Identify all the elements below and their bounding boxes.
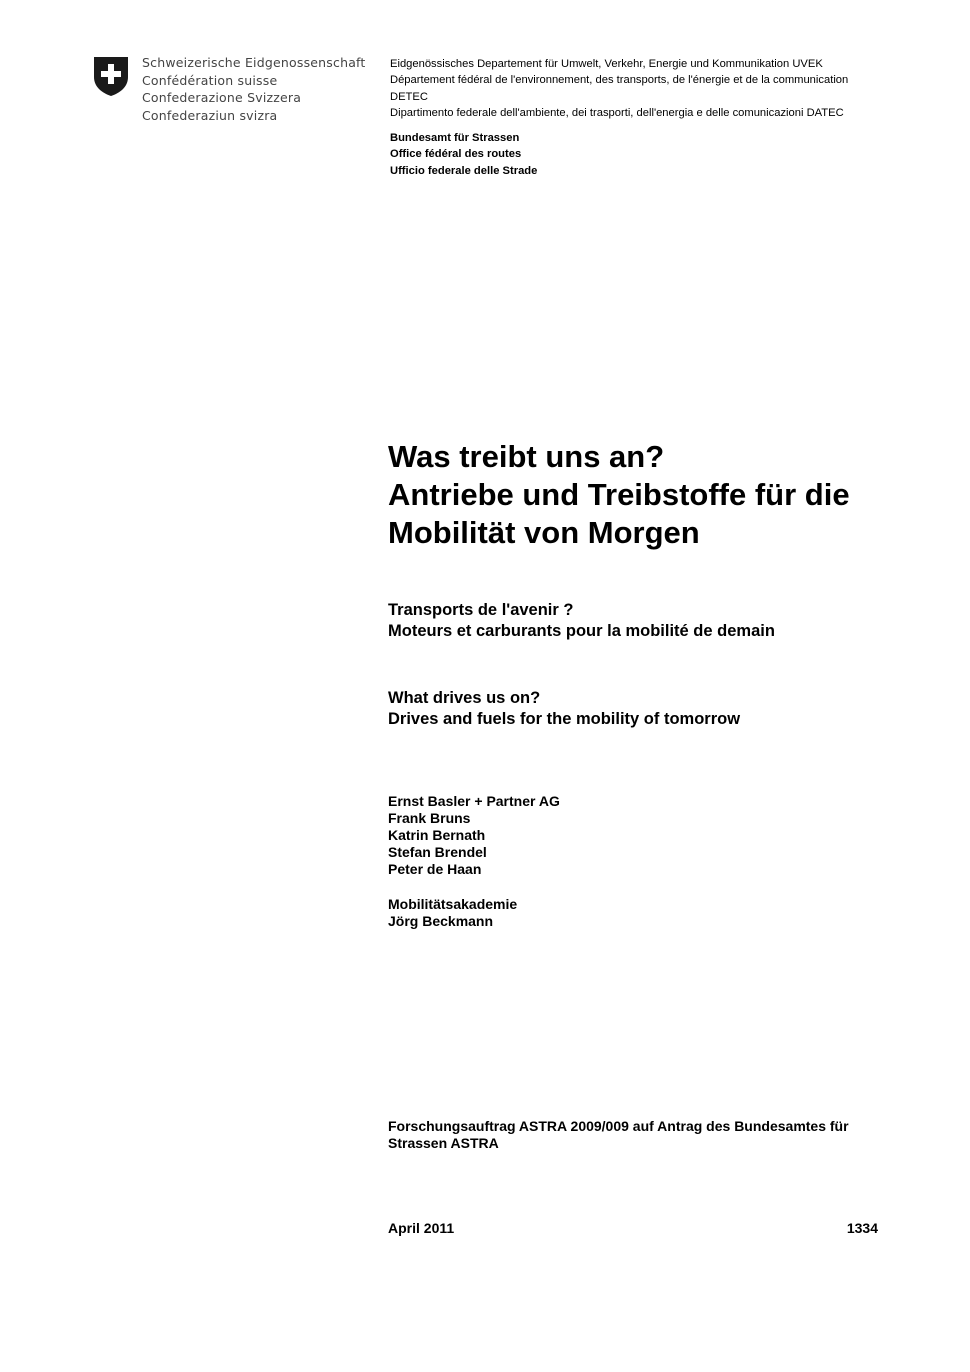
subtitle-line: Transports de l'avenir ? xyxy=(388,601,574,619)
title-line: Antriebe und Treibstoffe für die xyxy=(388,477,850,512)
confederation-name-fr: Confédération suisse xyxy=(142,72,278,88)
office-line-de: Bundesamt für Strassen xyxy=(390,132,520,144)
author-name: Stefan Brendel xyxy=(388,844,487,860)
publication-date: April 2011 xyxy=(388,1220,455,1236)
confederation-name-rm: Confederaziun svizra xyxy=(142,107,278,123)
confederation-names xyxy=(142,54,366,124)
author-organization: Mobilitätsakademie xyxy=(388,896,518,912)
author-name: Frank Bruns xyxy=(388,810,471,826)
department-line-fr-abbr: DETEC xyxy=(390,90,428,103)
research-mandate: Forschungsauftrag ASTRA 2009/009 auf Antrag des Bundesamtes für Strassen ASTRA xyxy=(388,1118,849,1151)
department-line-it: Dipartimento federale dell'ambiente, dei trasporti, dell'energia e delle comunicazioni DATEC xyxy=(390,106,844,119)
office-line-fr: Office fédéral des routes xyxy=(390,148,522,161)
title-line: Mobilität von Morgen xyxy=(388,515,700,550)
swiss-shield-icon xyxy=(92,55,130,97)
department-block xyxy=(390,56,910,121)
authors-mobilitaetsakademie xyxy=(388,896,517,930)
author-name: Jörg Beckmann xyxy=(388,913,494,929)
author-name: Katrin Bernath xyxy=(388,827,486,843)
department-line-fr: Département fédéral de l'environnement, des transports, de l'énergie et de la communication xyxy=(390,74,849,87)
department-line-de: Eidgenössisches Departement für Umwelt, Verkehr, Energie und Kommunikation UVEK xyxy=(390,58,823,70)
subtitle-english xyxy=(388,688,740,729)
document-title xyxy=(388,438,850,552)
office-line-it: Ufficio federale delle Strade xyxy=(390,164,538,177)
report-number: 1334 xyxy=(846,1220,878,1236)
author-organization: Ernst Basler + Partner AG xyxy=(388,793,560,809)
subtitle-line: Drives and fuels for the mobility of tomorrow xyxy=(388,709,741,728)
author-name: Peter de Haan xyxy=(388,861,482,877)
subtitle-line: Moteurs et carburants pour la mobilité de demain xyxy=(388,621,775,640)
confederation-name-de: Schweizerische Eidgenossenschaft xyxy=(142,55,366,70)
office-block xyxy=(390,130,537,179)
title-line: Was treibt uns an? xyxy=(388,439,665,474)
subtitle-line: What drives us on? xyxy=(388,689,541,707)
confederation-name-it: Confederazione Svizzera xyxy=(142,90,302,106)
authors-ebp xyxy=(388,793,560,878)
subtitle-french xyxy=(388,600,775,641)
